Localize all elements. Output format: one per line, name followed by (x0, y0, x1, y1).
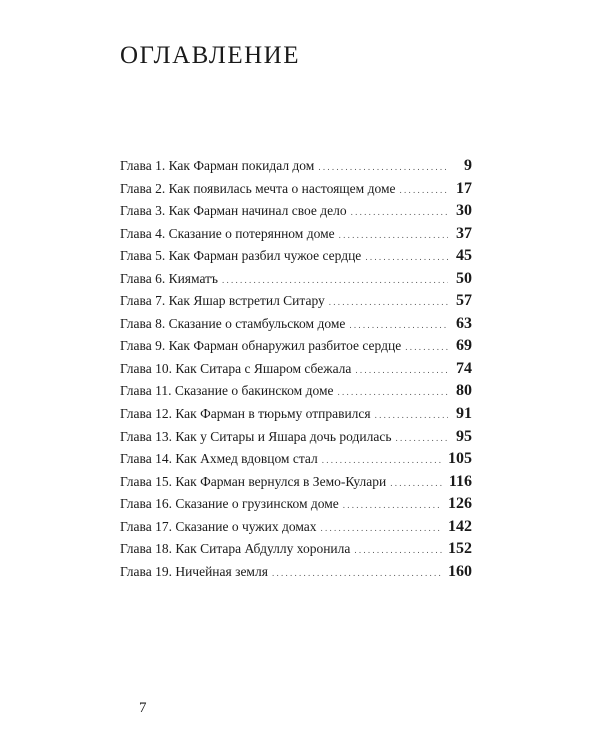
dot-leader (339, 230, 448, 240)
toc-entry-label: Глава 16. Сказание о грузинском доме (120, 496, 339, 512)
toc-entry (120, 473, 472, 496)
toc-entry-label: Глава 10. Как Ситара с Яшаром сбежала (120, 360, 352, 376)
toc-entry-page: 91 (456, 405, 472, 423)
dot-leader (400, 185, 449, 195)
toc-entry (120, 157, 472, 180)
toc-entry-page: 9 (464, 157, 472, 174)
dot-leader (355, 365, 448, 375)
toc-entry-page: 74 (456, 359, 472, 377)
toc-entry (120, 360, 472, 383)
table-of-contents (120, 157, 472, 585)
toc-entry (120, 428, 472, 451)
toc-entry (120, 337, 472, 360)
toc-entry-page: 105 (448, 450, 472, 468)
dot-leader (329, 297, 448, 307)
toc-entry-label: Глава 7. Как Яшар встретил Ситару (120, 293, 325, 309)
toc-entry (120, 180, 472, 203)
toc-entry-page: 126 (448, 495, 472, 513)
toc-entry-page: 37 (456, 224, 472, 242)
toc-entry-page: 116 (448, 472, 472, 490)
toc-entry-label: Глава 19. Ничейная земля (120, 563, 268, 579)
dot-leader (405, 342, 448, 352)
toc-entry (120, 563, 472, 586)
toc-entry-label: Глава 18. Как Ситара Абдуллу хоронила (120, 541, 351, 557)
toc-entry (120, 405, 472, 428)
dot-leader (354, 545, 442, 555)
toc-entry-page: 69 (456, 337, 472, 355)
toc-entry (120, 450, 472, 473)
toc-entry-page: 80 (456, 382, 472, 400)
toc-entry-label: Глава 11. Сказание о бакинском доме (120, 383, 334, 399)
toc-entry-label: Глава 12. Как Фарман в тюрьму отправился (120, 406, 371, 422)
toc-entry-label: Глава 8. Сказание о стамбульском доме (120, 315, 346, 331)
toc-entry-page: 152 (448, 540, 472, 558)
toc-entry-label: Глава 1. Как Фарман покидал дом (120, 158, 315, 173)
dot-leader (343, 500, 442, 510)
toc-entry-page: 142 (448, 517, 472, 535)
toc-entry-label: Глава 15. Как Фарман вернулся в Земо-Кулари (120, 473, 387, 489)
dot-leader (321, 523, 442, 533)
toc-entry (120, 495, 472, 518)
dot-leader (322, 455, 442, 465)
toc-entry (120, 202, 472, 225)
toc-entry (120, 315, 472, 338)
toc-entry-label: Глава 17. Сказание о чужих домах (120, 518, 317, 534)
toc-entry-page: 45 (456, 247, 472, 265)
toc-entry-page: 95 (456, 427, 472, 445)
toc-entry (120, 382, 472, 405)
dot-leader (365, 252, 448, 262)
toc-entry (120, 292, 472, 315)
toc-entry-page: 17 (456, 179, 472, 197)
dot-leader (375, 410, 448, 420)
toc-entry (120, 247, 472, 270)
toc-entry-page: 50 (456, 269, 472, 287)
toc-entry-label: Глава 14. Как Ахмед вдовцом стал (120, 451, 318, 467)
toc-entry-label: Глава 6. Кияматъ (120, 270, 218, 286)
toc-entry-page: 63 (456, 314, 472, 332)
toc-entry-page: 57 (456, 292, 472, 310)
toc-entry-label: Глава 2. Как появилась мечта о настоящем доме (120, 180, 396, 196)
toc-entry-label: Глава 3. Как Фарман начинал свое дело (120, 203, 347, 219)
dot-leader (222, 275, 448, 285)
dot-leader (318, 162, 448, 172)
toc-entry-label: Глава 4. Сказание о потерянном доме (120, 225, 335, 241)
toc-entry-label: Глава 5. Как Фарман разбил чужое сердце (120, 248, 362, 264)
toc-entry-label: Глава 13. Как у Ситары и Яшара дочь родилась (120, 428, 392, 444)
dot-leader (390, 478, 443, 488)
dot-leader (395, 433, 448, 443)
toc-entry-page: 30 (456, 202, 472, 220)
dot-leader (351, 207, 448, 217)
dot-leader (349, 320, 448, 330)
toc-entry (120, 225, 472, 248)
toc-entry (120, 518, 472, 541)
toc-entry (120, 270, 472, 293)
toc-entry-page: 160 (448, 562, 472, 580)
page-number: 7 (139, 700, 147, 716)
dot-leader (272, 568, 442, 578)
dot-leader (338, 387, 449, 397)
toc-entry (120, 540, 472, 563)
page-title: ОГЛАВЛЕНИЕ (120, 42, 300, 69)
toc-entry-label: Глава 9. Как Фарман обнаружил разбитое сердце (120, 338, 402, 354)
